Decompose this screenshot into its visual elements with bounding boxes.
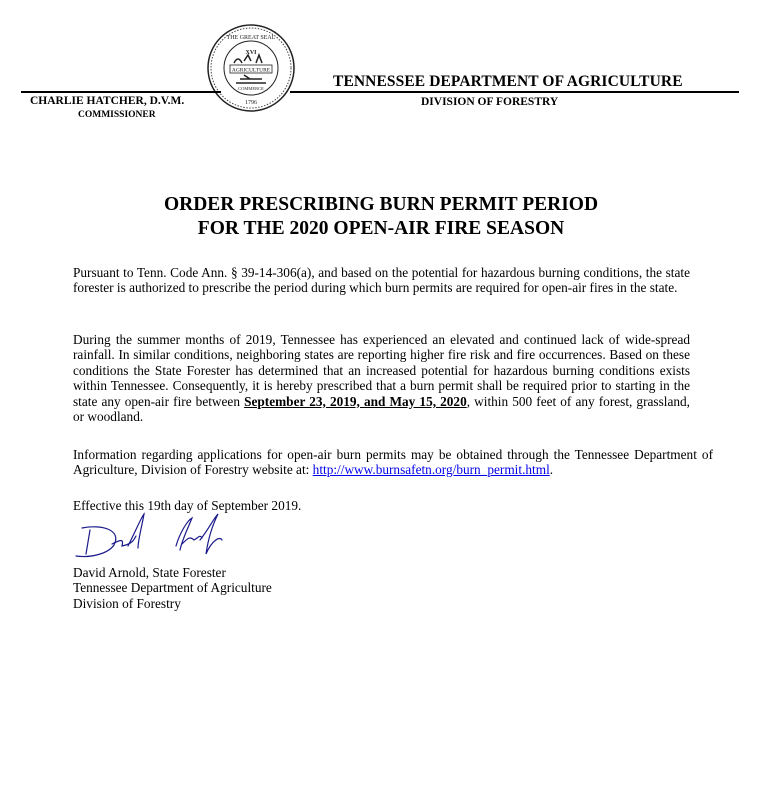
paragraph-information	[73, 447, 713, 478]
title-line-1: ORDER PRESCRIBING BURN PERMIT PERIOD	[163, 194, 599, 215]
information-text: Information regarding applications for open-air burn permits may be obtained through the Tennessee Department of Agriculture, Division of Forestry website at:	[73, 447, 713, 478]
burn-permit-link[interactable]: http://www.burnsafetn.org/burn_permit.html	[312, 462, 550, 478]
svg-text:AGRICULTURE: AGRICULTURE	[231, 67, 271, 74]
paragraph-order	[73, 332, 690, 424]
commissioner-title: COMMISSIONER	[78, 110, 156, 120]
state-seal-icon	[206, 23, 296, 113]
order-text: During the summer months of 2019, Tennessee has experienced an elevated and continued lack of wide-spread rainfall. In similar conditions, neighboring states are reporting higher fire risk and fire occurrences. Based on these conditions the State Forester has determined that an increased potential for hazardous burning conditions exists within Tennessee. Consequently, it is hereby prescribed that a burn permit shall be required prior to starting in the state any open-air fire between	[73, 332, 690, 409]
title-line-2: FOR THE 2020 OPEN-AIR FIRE SEASON	[197, 218, 565, 239]
document-title	[0, 193, 762, 241]
commissioner-name: CHARLIE HATCHER, D.V.M.	[30, 95, 185, 107]
svg-text:XVI: XVI	[245, 50, 257, 56]
permit-period-dates: September 23, 2019, and May 15, 2020	[244, 393, 467, 409]
svg-text:COMMERCE: COMMERCE	[238, 86, 264, 91]
paragraph-statute: Pursuant to Tenn. Code Ann. § 39-14-306(a), and based on the potential for hazardous burning conditions, the state forester is authorized to prescribe the period during which burn permits are required for open-air fires in the state.	[73, 265, 690, 296]
signer-division: Division of Forestry	[73, 595, 181, 611]
svg-text:THE GREAT SEAL: THE GREAT SEAL	[226, 35, 276, 41]
division-name: DIVISION OF FORESTRY	[421, 96, 559, 108]
signer-name: David Arnold, State Forester	[73, 565, 226, 580]
signer-organization: Tennessee Department of Agriculture	[73, 580, 272, 596]
effective-date: Effective this 19th day of September 2019.	[73, 498, 302, 513]
svg-text:1796: 1796	[245, 100, 257, 106]
information-text-end: .	[549, 462, 554, 478]
department-name: TENNESSEE DEPARTMENT OF AGRICULTURE	[333, 73, 683, 90]
header-rule-right	[290, 91, 739, 93]
header-rule-left	[21, 91, 221, 93]
signer-block	[73, 565, 272, 611]
handwritten-signature-icon	[72, 510, 252, 562]
order-text-end: , within 500 feet of any forest, grassland, or woodland.	[73, 393, 690, 425]
